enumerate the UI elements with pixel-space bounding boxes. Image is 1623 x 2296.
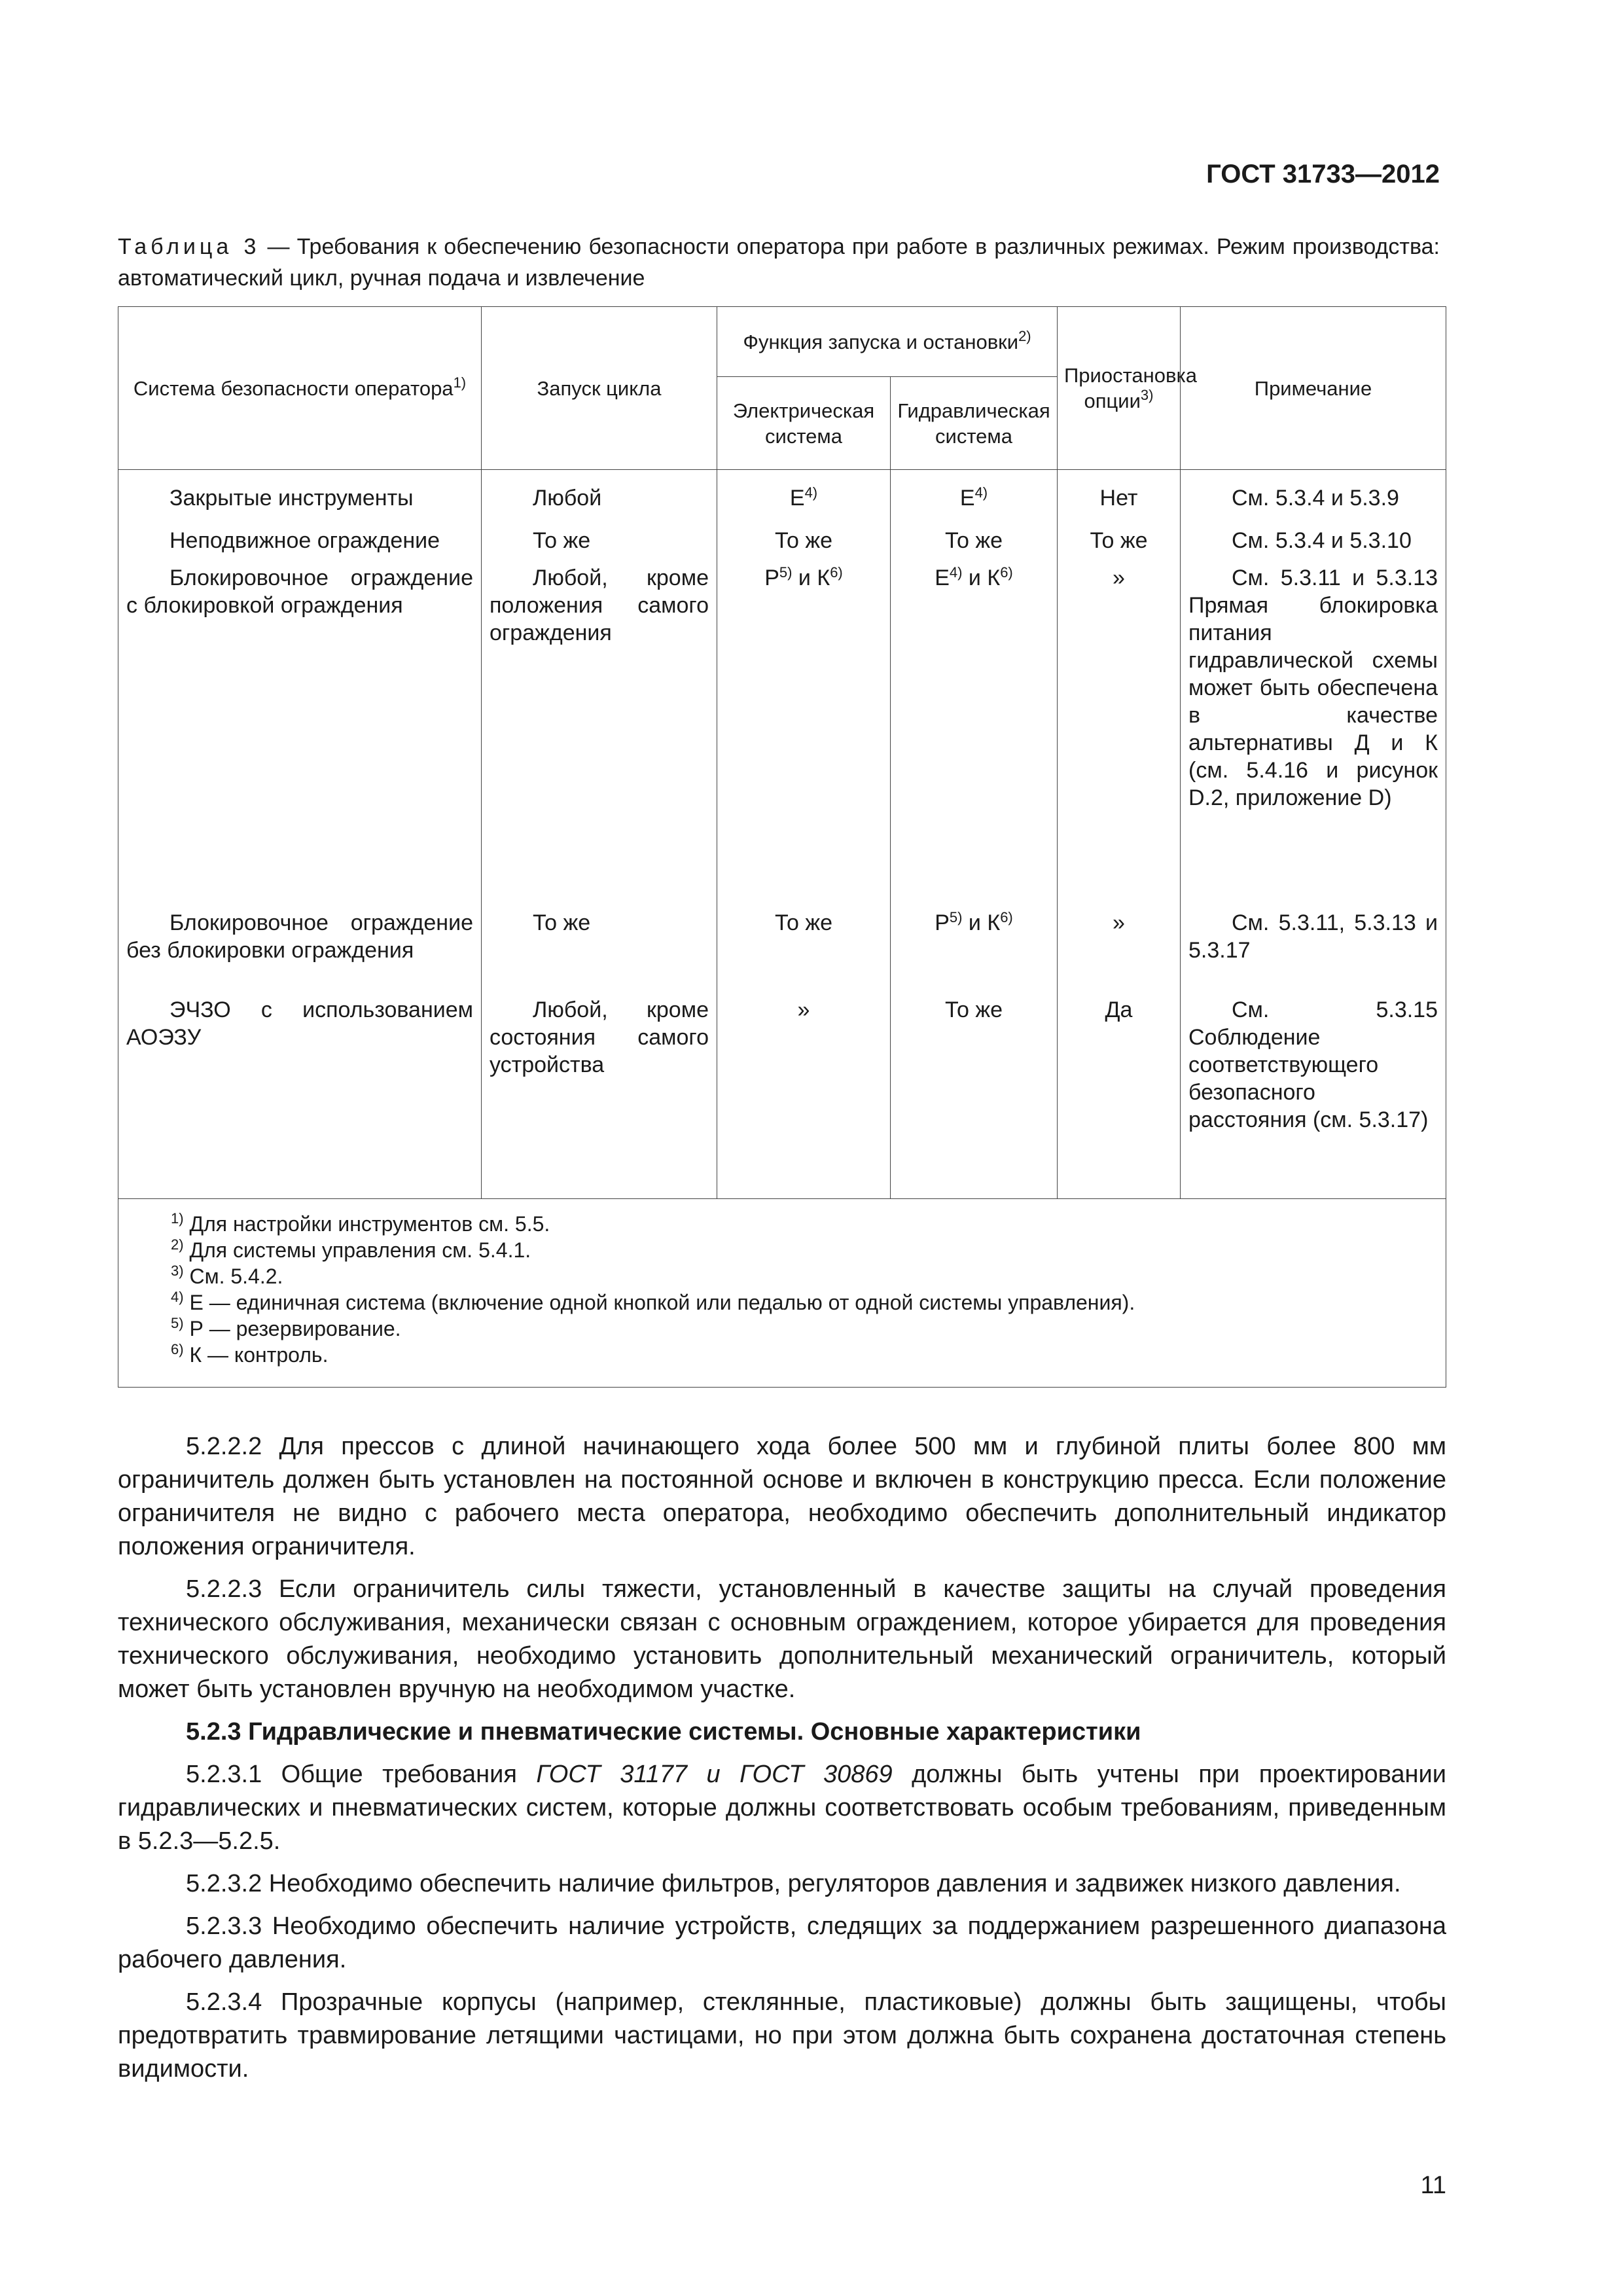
cell-electric: То же — [717, 527, 891, 564]
paragraph-5-2-3-2: 5.2.3.2 Необходимо обеспечить наличие фильтров, регуляторов давления и задвижек низкого давления. — [186, 1870, 1401, 1897]
footnote: $^{1)}$ Для настройки инструментов см. 5.5. — [171, 1210, 550, 1236]
cell-hydraulic: $Р^{5)}$ и $К^{6)}$ — [891, 900, 1058, 987]
cell-electric: $E^{4)}$ — [717, 470, 891, 528]
cell-electric: То же — [717, 900, 891, 987]
cell-note: См. 5.3.4 и 5.3.10 — [1181, 527, 1446, 564]
cell-start: То же — [482, 900, 717, 987]
cell-stop: Да — [1058, 987, 1181, 1199]
table-caption — [118, 231, 1440, 294]
cell-note: См. 5.3.11 и 5.3.13 Прямая блокировка питания гидравлической схемы может быть обеспечена в качестве альтернативы Д и К (см. 5.4.16 и рисунок D.2, приложение D) — [1181, 564, 1446, 900]
footnote: $^{4)}$ E — единичная система (включение одной кнопкой или педалью от одной системы управления). — [171, 1289, 1135, 1314]
table-row — [118, 564, 1446, 900]
cell-system: Неподвижное ограждение — [118, 527, 482, 564]
cell-hydraulic: $E^{4)}$ и $К^{6)}$ — [891, 564, 1058, 900]
header-stop: Приостановка опции$^{3)}$ — [1058, 307, 1181, 470]
header-start: Запуск цикла — [482, 307, 717, 470]
header-function: Функция запуска и остановки$^{2)}$ — [717, 307, 1058, 377]
table-row — [118, 527, 1446, 564]
table-row — [118, 987, 1446, 1199]
header-system: Система безопасности оператора$^{1)}$ — [118, 307, 482, 470]
footnote: $^{5)}$ Р — резервирование. — [171, 1315, 401, 1340]
cell-stop: То же — [1058, 527, 1181, 564]
table-caption-text: — Требования к обеспечению безопасности оператора при работе в различных режимах. Режим производства: автоматический цикл, ручная подача и извлечение — [118, 234, 1440, 291]
cell-system: Закрытые инструменты — [118, 470, 482, 528]
footnote: $^{3)}$ См. 5.4.2. — [171, 1263, 283, 1288]
cell-start: Любой — [482, 470, 717, 528]
document-header: ГОСТ 31733—2012 — [1206, 160, 1440, 188]
section-heading: 5.2.3 Гидравлические и пневматические системы. Основные характеристики — [186, 1718, 1141, 1746]
header-electric: Электрическая система — [717, 377, 891, 470]
cell-hydraulic: $E^{4)}$ — [891, 470, 1058, 528]
cell-stop: Нет — [1058, 470, 1181, 528]
body-text — [118, 1430, 1446, 2095]
cell-hydraulic: То же — [891, 987, 1058, 1199]
cell-electric: » — [717, 987, 891, 1199]
cell-note: См. 5.3.4 и 5.3.9 — [1181, 470, 1446, 528]
paragraph-5-2-3-3: 5.2.3.3 Необходимо обеспечить наличие устройств, следящих за поддержанием разрешенного диапазона рабочего давления. — [118, 1912, 1446, 1973]
table-footnotes — [118, 1199, 1446, 1388]
page-number: 11 — [1420, 2172, 1446, 2199]
cell-start: Любой, кроме положения самого ограждения — [482, 564, 717, 900]
requirements-table — [118, 306, 1446, 1388]
cell-hydraulic: То же — [891, 527, 1058, 564]
cell-stop: » — [1058, 900, 1181, 987]
table-row — [118, 470, 1446, 528]
cell-electric: $Р^{5)}$ и $К^{6)}$ — [717, 564, 891, 900]
cell-system: Блокировочное ограждение без блокировки ограждения — [118, 900, 482, 987]
header-hydraulic: Гидравлическая система — [891, 377, 1058, 470]
table-caption-label: Таблица 3 — [118, 234, 260, 259]
cell-note: См. 5.3.11, 5.3.13 и 5.3.17 — [1181, 900, 1446, 987]
cell-system: ЭЧЗО с использованием АОЭЗУ — [118, 987, 482, 1199]
header-note: Примечание — [1181, 307, 1446, 470]
footnote: $^{2)}$ Для системы управления см. 5.4.1. — [171, 1236, 531, 1262]
paragraph-5-2-2-3: 5.2.2.3 Если ограничитель силы тяжести, установленный в качестве защиты на случай проведения технического обслуживания, механически связан с основным ограждением, которое убирается для проведения технического обслуживания, необходимо установить дополнительный механический ограничитель, который может быть установлен вручную на необходимом участке. — [118, 1575, 1446, 1703]
cell-start: Любой, кроме состояния самого устройства — [482, 987, 717, 1199]
cell-stop: » — [1058, 564, 1181, 900]
cell-system: Блокировочное ограждение с блокировкой ограждения — [118, 564, 482, 900]
cell-note: См. 5.3.15 Соблюдение соответствующего безопасного расстояния (см. 5.3.17) — [1181, 987, 1446, 1199]
paragraph-5-2-3-4: 5.2.3.4 Прозрачные корпусы (например, стеклянные, пластиковые) должны быть защищены, чтобы предотвратить травмирование летящими частицами, но при этом должна быть сохранена достаточная степень видимости. — [118, 1988, 1446, 2083]
table-row — [118, 900, 1446, 987]
paragraph-5-2-2-2: 5.2.2.2 Для прессов с длиной начинающего хода более 500 мм и глубиной плиты более 800 мм ограничитель должен быть установлен на постоянной основе и включен в конструкцию пресса. Если положение ограничителя не видно с рабочего места оператора, необходимо обеспечить дополнительный индикатор положения ограничителя. — [118, 1433, 1446, 1560]
footnote: $^{6)}$ К — контроль. — [171, 1341, 329, 1367]
cell-start: То же — [482, 527, 717, 564]
paragraph-5-2-3-1: 5.2.3.1 Общие требования ГОСТ 31177 и ГОСТ 30869 должны быть учтены при проектировании гидравлических и пневматических систем, которые должны соответствовать особым требованиям, приведенным в 5.2.3—5.2.5. — [118, 1761, 1446, 1855]
